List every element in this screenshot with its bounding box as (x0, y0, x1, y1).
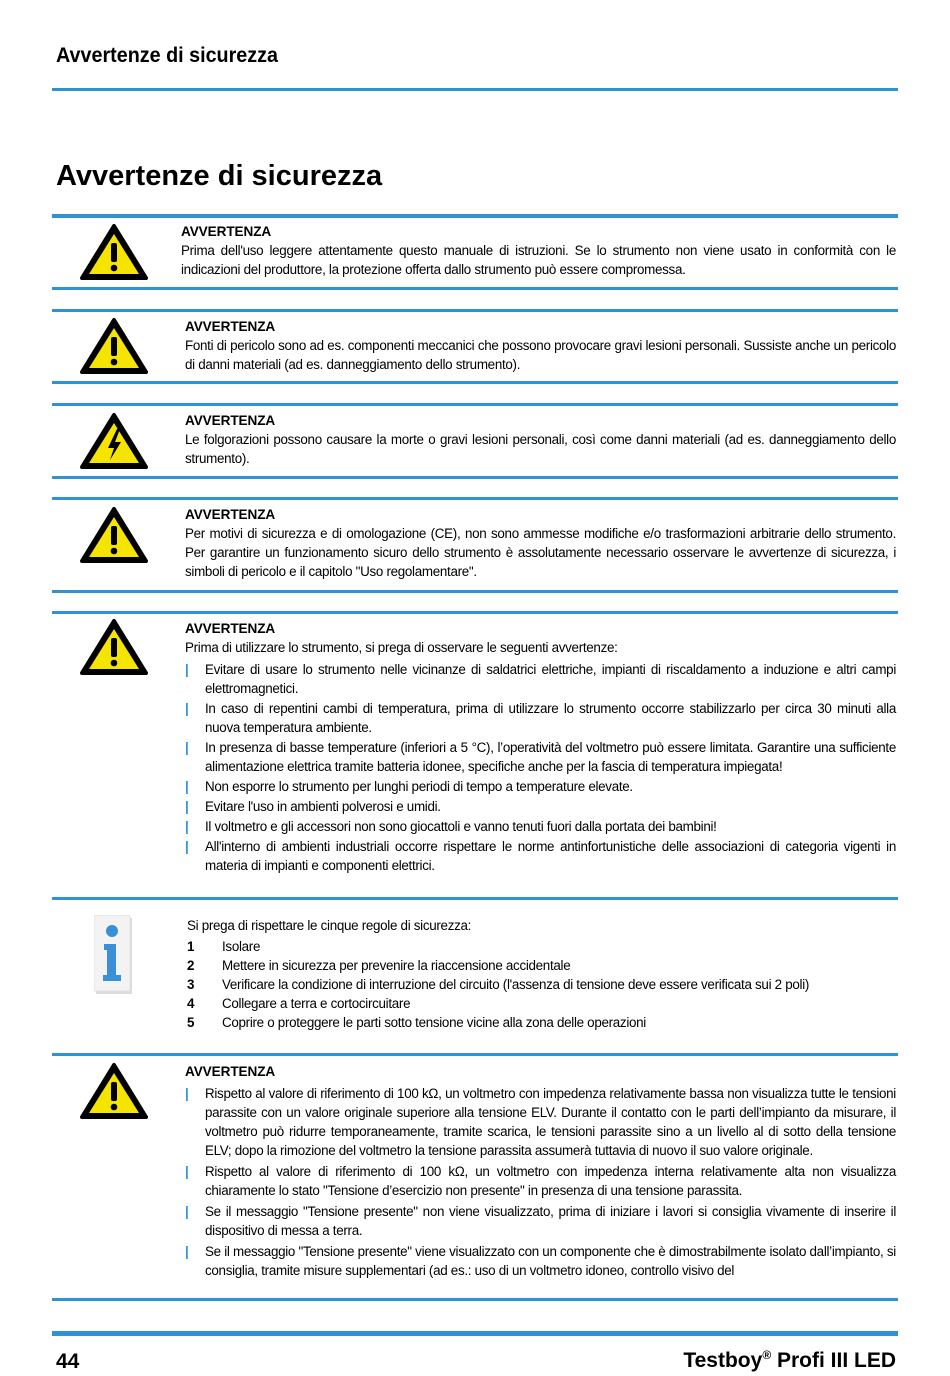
warning-content (185, 411, 896, 468)
warning-label: AVVERTENZA (181, 224, 272, 239)
warning-label: AVVERTENZA (185, 1064, 276, 1079)
bullet-item: | Rispetto al valore di riferimento di 100 kΩ, un voltmetro con impedenza interna relativamente alta non visualizza chiaramente lo stato "Tensione d’esercizio non presente" in presenza di una tensione parassita. (185, 1164, 896, 1198)
bullet-bar-icon: | (185, 1244, 189, 1259)
page-title: Avvertenze di sicurezza (56, 160, 383, 192)
warning-text: Le folgorazioni possono causare la morte o gravi lesioni personali, così come danni materiali (ad es. danneggiamento dello strumento). (185, 432, 896, 466)
safety-rule: 4 Collegare a terra e cortocircuitare (187, 996, 411, 1011)
warning-exclamation-icon (80, 618, 148, 676)
info-intro: Si prega di rispettare le cinque regole di sicurezza: (187, 918, 472, 933)
product-name: Profi III LED (771, 1349, 896, 1372)
section-rule (52, 403, 898, 406)
bullet-bar-icon: | (185, 1204, 189, 1219)
section-rule (52, 611, 898, 614)
bullet-item: | Evitare l'uso in ambienti polverosi e umidi. (185, 799, 441, 814)
bullet-bar-icon: | (185, 819, 189, 834)
warning-intro: Prima di utilizzare lo strumento, si prega di osservare le seguenti avvertenze: (185, 640, 618, 655)
warning-exclamation-icon (80, 1062, 148, 1120)
safety-rule: 5 Coprire o proteggere le parti sotto tensione vicine alla zona delle operazioni (187, 1015, 646, 1030)
warning-exclamation-icon (80, 317, 148, 375)
bullet-bar-icon: | (185, 662, 189, 677)
section-rule (52, 897, 898, 900)
bullet-item: | In presenza di basse temperature (inferiori a 5 °C), l’operatività del voltmetro può essere limitata. Garantire una sufficiente alimentazione elettrica tramite batteria idonee, specifiche anche per la fascia di temperatura impiegata! (185, 740, 896, 774)
section-rule (52, 497, 898, 500)
warning-exclamation-icon (80, 506, 148, 564)
bullet-bar-icon: | (185, 1164, 189, 1179)
footer-rule (52, 1331, 898, 1336)
warning-exclamation-icon (80, 223, 148, 281)
safety-rule: 2 Mettere in sicurezza per prevenire la riaccensione accidentale (187, 958, 571, 973)
warning-label: AVVERTENZA (185, 621, 276, 636)
section-rule (52, 214, 898, 218)
safety-rule: 3 Verificare la condizione di interruzione del circuito (l'assenza di tensione deve essere verificata sui 2 poli) (187, 977, 810, 992)
electric-shock-warning-icon (80, 412, 148, 470)
info-content (187, 916, 896, 1032)
page-number: 44 (56, 1350, 80, 1373)
warning-label: AVVERTENZA (185, 413, 276, 428)
bullet-item: | Se il messaggio "Tensione presente" viene visualizzato con un componente che è dimostrabilmente isolato dall’impianto, si consiglia, tramite misure supplementari (ad es.: uso di un voltmetro idoneo, controllo visivo del (185, 1244, 896, 1278)
running-title: Avvertenze di sicurezza (56, 44, 279, 67)
bullet-item: | Rispetto al valore di riferimento di 100 kΩ, un voltmetro con impedenza relativamente bassa non visualizza tutte le tensioni parassite con un valore originale superiore alla tensione ELV. Durante il contatto con le parti dell’impianto da misurare, il voltmetro può ridurre temporaneamente, tramite scarica, le tensioni parassite sino a un livello al di sotto della tensione ELV; dopo la rimozione del voltmetro la tensione parassita assumerà tuttavia di nuovo il suo valore originale. (185, 1086, 896, 1158)
section-rule (52, 1298, 898, 1301)
warning-bullet-list (185, 1084, 896, 1280)
section-rule (52, 287, 898, 290)
section-rule (52, 590, 898, 593)
warning-label: AVVERTENZA (185, 319, 276, 334)
warning-content (185, 505, 896, 581)
bullet-item: | Non esporre lo strumento per lunghi periodi di tempo a temperature elevate. (185, 779, 633, 794)
warning-text: Per motivi di sicurezza e di omologazione (CE), non sono ammesse modifiche e/o trasformazioni arbitrarie dello strumento. Per garantire un funzionamento sicuro dello strumento è assolutamente necessario osservare le avvertenze di sicurezza, i simboli di pericolo e il capitolo "Uso regolamentare". (185, 526, 896, 579)
product-brand (683, 1348, 896, 1373)
bullet-item: | Evitare di usare lo strumento nelle vicinanze di saldatrici elettriche, impianti di riscaldamento a induzione e altri campi elettromagnetici. (185, 662, 896, 696)
warning-content (185, 619, 896, 876)
warning-bullet-list (185, 660, 896, 875)
warning-content (185, 317, 896, 374)
registered-mark: ® (762, 1348, 772, 1362)
bullet-bar-icon: | (185, 740, 189, 755)
bullet-bar-icon: | (185, 779, 189, 794)
warning-text: Prima dell'uso leggere attentamente questo manuale di istruzioni. Se lo strumento non viene usato in conformità con le indicazioni del produttore, la protezione offerta dallo strumento può essere compromessa. (181, 243, 896, 277)
section-rule (52, 476, 898, 479)
bullet-bar-icon: | (185, 1086, 189, 1101)
bullet-item: | Il voltmetro e gli accessori non sono giocattoli e vanno tenuti fuori dalla portata dei bambini! (185, 819, 717, 834)
warning-content (185, 1062, 896, 1281)
header-rule (52, 88, 898, 91)
section-rule (52, 381, 898, 384)
warning-content (181, 222, 896, 279)
safety-rule: 1 Isolare (187, 939, 261, 954)
section-rule (52, 309, 898, 312)
bullet-bar-icon: | (185, 799, 189, 814)
bullet-item: | All'interno di ambienti industriali occorre rispettare le norme antinfortunistiche delle associazioni di categoria vigenti in materia di impianti e componenti elettrici. (185, 839, 896, 873)
section-rule (52, 1053, 898, 1056)
safety-rules-list (187, 937, 896, 1032)
bullet-item: | In caso di repentini cambi di temperatura, prima di utilizzare lo strumento occorre stabilizzarlo per circa 30 minuti alla nuova temperatura ambiente. (185, 701, 896, 735)
info-icon (94, 915, 134, 995)
brand-name: Testboy (683, 1349, 763, 1372)
warning-text: Fonti di pericolo sono ad es. componenti meccanici che possono provocare gravi lesioni personali. Sussiste anche un pericolo di danni materiali (ad es. danneggiamento dello strumento). (185, 338, 896, 372)
bullet-bar-icon: | (185, 701, 189, 716)
bullet-item: | Se il messaggio "Tensione presente" non viene visualizzato, prima di iniziare i lavori si consiglia vivamente di inserire il dispositivo di messa a terra. (185, 1204, 896, 1238)
bullet-bar-icon: | (185, 839, 189, 854)
warning-label: AVVERTENZA (185, 507, 276, 522)
